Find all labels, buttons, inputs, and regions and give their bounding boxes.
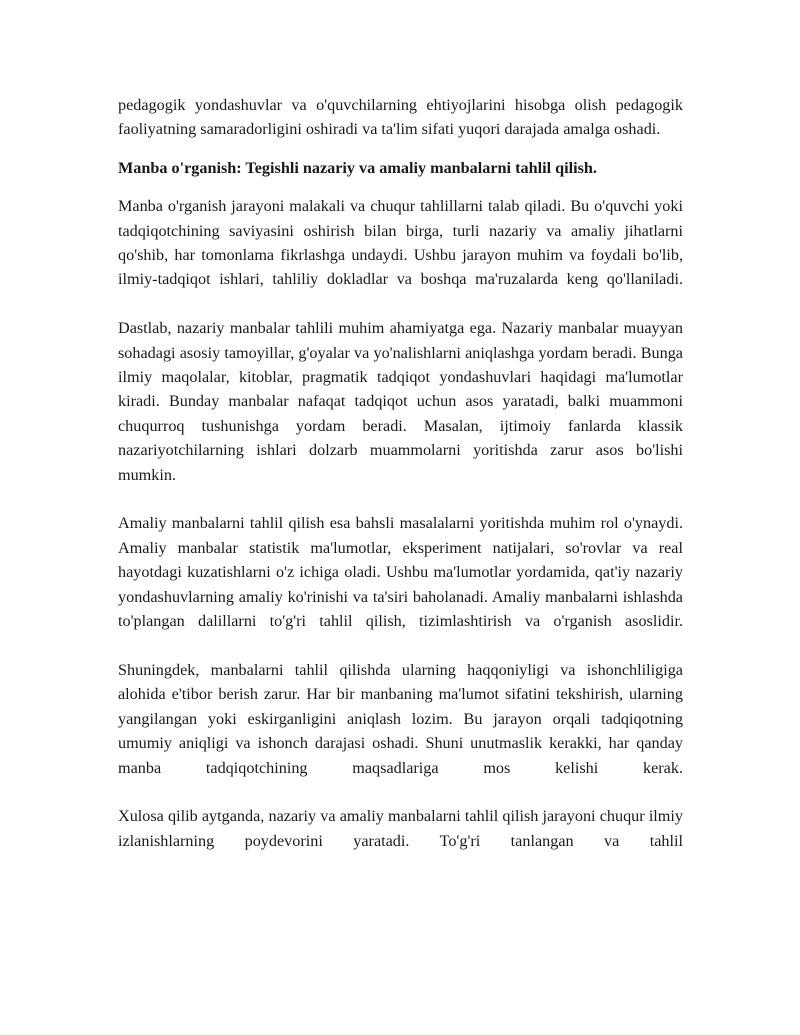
intro-paragraph: pedagogik yondashuvlar va o'quvchilarning ehtiyojlarini hisobga olish pedagogik faoliyatning samaradorligini oshiradi va ta'lim sifati yuqori darajada amalga oshadi.: [118, 96, 683, 139]
paragraph-5: Xulosa qilib aytganda, nazariy va amaliy manbalarni tahlil qilish jarayoni chuqur ilmiy izlanishlarning poydevorini yaratadi. To'g'ri tanlangan va tahlil: [118, 807, 683, 850]
spacer: [118, 780, 683, 804]
paragraph-2: Dastlab, nazariy manbalar tahlili muhim ahamiyatga ega. Nazariy manbalar muayyan sohadagi asosiy tamoyillar, g'oyalar va yo'nalishlarni aniqlashga yordam beradi. Bunga ilmiy maqolalar, kitoblar, pragmatik tadqiqot yondashuvlari haqidagi ma'lumotlar kiradi. Bunday manbalar nafaqat tadqiqot uchun asos yaratadi, balki muammoni chuqurroq tushunishga yordam beradi. Masalan, ijtimoiy fanlarda klassik nazariyotchilarning ishlari dolzarb muammolarni yoritishda zarur asos bo'lishi mumkin.: [118, 319, 683, 484]
spacer: [118, 142, 683, 156]
spacer: [118, 634, 683, 658]
section-heading: Manba o'rganish: Tegishli nazariy va amaliy manbalarni tahlil qilish.: [118, 158, 597, 177]
paragraph-4: Shuningdek, manbalarni tahlil qilishda ularning haqqoniyligi va ishonchliligiga alohida e'tibor berish zarur. Har bir manbaning ma'lumot sifatini tekshirish, ularning yangilangan yoki eskirganligini aniqlash lozim. Bu jarayon orqali tadqiqotning umumiy aniqligi va ishonch darajasi oshadi. Shuni unutmaslik kerakki, har qanday manba tadqiqotchining maqsadlariga mos kelishi kerak.: [118, 660, 683, 777]
spacer: [118, 487, 683, 511]
spacer: [118, 292, 683, 316]
document-page: [118, 93, 683, 853]
paragraph-1: Manba o'rganish jarayoni malakali va chuqur tahlillarni talab qiladi. Bu o'quvchi yoki tadqiqotchining saviyasini oshirish bilan birga, turli nazariy va amaliy jihatlarni qo'shib, har tomonlama fikrlashga undaydi. Ushbu jarayon muhim va foydali bo'lib, ilmiy-tadqiqot ishlari, tahliliy dokladlar va boshqa ma'ruzalarda keng qo'llaniladi.: [118, 197, 683, 289]
paragraph-3: Amaliy manbalarni tahlil qilish esa bahsli masalalarni yoritishda muhim rol o'ynaydi. Amaliy manbalar statistik ma'lumotlar, eksperiment natijalari, so'rovlar va real hayotdagi kuzatishlarni o'z ichiga oladi. Ushbu ma'lumotlar yordamida, qat'iy nazariy yondashuvlarning amaliy ko'rinishi va ta'siri baholanadi. Amaliy manbalarni ishlashda to'plangan dalillarni to'g'ri tahlil qilish, tizimlashtirish va o'rganish asoslidir.: [118, 514, 683, 631]
spacer: [118, 180, 683, 194]
